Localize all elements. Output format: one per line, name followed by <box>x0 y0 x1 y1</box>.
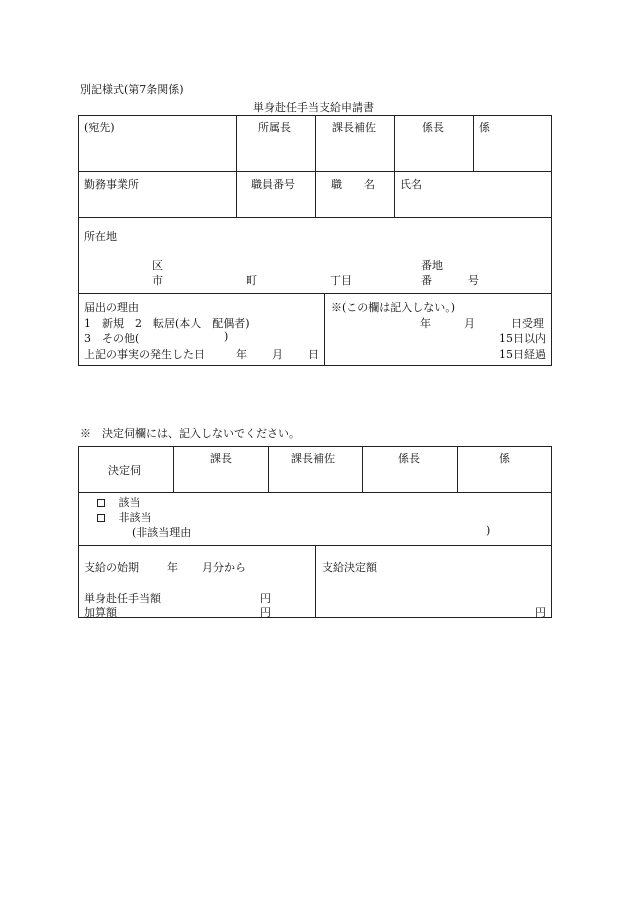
not-applicable-label: 非該当 <box>118 511 152 524</box>
address-banchi: 番地 <box>421 259 443 272</box>
form-title: 単身赴任手当支給申請書 <box>253 101 374 114</box>
payment-start-month: 月分から <box>202 561 246 574</box>
decision-amount-yen: 円 <box>535 606 546 619</box>
seal-col-head-2: 課長補佐 <box>332 121 376 134</box>
address-label: 所在地 <box>84 230 117 243</box>
col-divider <box>457 446 458 492</box>
col-divider <box>315 115 316 217</box>
applicable-label: 該当 <box>118 496 141 509</box>
decision-seal-head-4: 係 <box>499 452 510 465</box>
receipt-month: 月 <box>464 317 475 330</box>
decision-label: 決定伺 <box>108 464 141 477</box>
decision-amount-label: 支給決定額 <box>322 561 377 574</box>
addressee-label: (宛先) <box>84 121 115 134</box>
col-divider <box>473 115 474 171</box>
col-divider <box>236 115 237 217</box>
seal-col-head-4: 係 <box>479 121 490 134</box>
applicable-option[interactable] <box>97 494 141 510</box>
addition-yen: 円 <box>260 606 271 619</box>
col-divider <box>362 446 363 492</box>
not-applicable-option[interactable] <box>97 509 152 525</box>
col-divider <box>268 446 269 492</box>
addition-amount-label: 加算額 <box>84 606 117 619</box>
na-reason-open: (非該当理由 <box>132 526 192 539</box>
address-shi: 市 <box>152 274 163 287</box>
occurrence-month: 月 <box>272 348 283 361</box>
decision-seal-head-1: 課長 <box>210 452 232 465</box>
col-divider <box>315 545 316 618</box>
address-ku: 区 <box>152 259 163 272</box>
allowance-amount-label: 単身赴任手当額 <box>84 592 161 605</box>
name-label: 氏名 <box>400 178 422 191</box>
address-ban: 番 <box>421 274 432 287</box>
col-divider <box>173 446 174 492</box>
receipt-label: 日受理 <box>511 317 544 330</box>
payment-start-label: 支給の始期 <box>84 561 139 574</box>
row-divider <box>78 217 552 218</box>
address-chome: 丁目 <box>330 274 352 287</box>
row-divider <box>78 492 552 493</box>
receipt-year: 年 <box>420 317 431 330</box>
occurrence-date-label: 上記の事実の発生した日 <box>84 348 205 361</box>
col-divider <box>324 293 325 366</box>
reason-title: 届出の理由 <box>84 301 139 314</box>
col-divider <box>394 115 395 217</box>
office-use-note: ※(この欄は記入しない。) <box>331 301 456 314</box>
na-reason-close: ) <box>486 524 491 537</box>
address-machi: 町 <box>246 274 257 287</box>
over-15-days: 15日経過 <box>499 348 546 361</box>
applicable-checkbox[interactable] <box>97 499 105 507</box>
staff-number-label: 職員番号 <box>251 178 295 191</box>
not-applicable-checkbox[interactable] <box>97 514 105 522</box>
occurrence-year: 年 <box>236 348 247 361</box>
job-title-label: 職 名 <box>331 178 375 191</box>
reason-option-1-2: 1 新規 2 転居(本人 配偶者) <box>84 317 250 330</box>
reason-option-3-close: ) <box>224 330 229 343</box>
decision-seal-head-2: 課長補佐 <box>291 452 335 465</box>
reason-option-3: 3 その他( <box>84 332 140 345</box>
within-15-days: 15日以内 <box>499 332 546 345</box>
row-divider <box>78 293 552 294</box>
workplace-label: 勤務事業所 <box>84 178 139 191</box>
seal-col-head-3: 係長 <box>422 121 444 134</box>
payment-start-year: 年 <box>167 561 178 574</box>
form-reference: 別記様式(第7条関係) <box>80 83 184 96</box>
occurrence-day: 日 <box>308 348 319 361</box>
address-go: 号 <box>468 274 479 287</box>
seal-col-head-1: 所属長 <box>258 121 291 134</box>
decision-seal-head-3: 係長 <box>398 452 420 465</box>
decision-notice: ※ 決定伺欄には、記入しないでください。 <box>80 427 300 440</box>
allowance-yen: 円 <box>260 592 271 605</box>
